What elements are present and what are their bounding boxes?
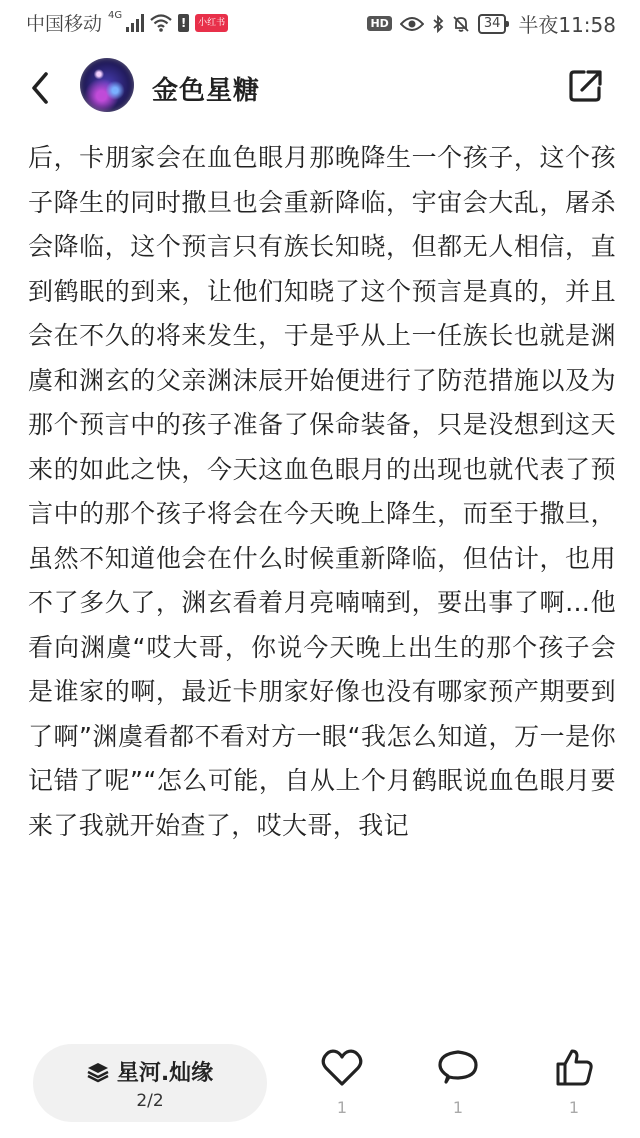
mute-bell-icon	[452, 15, 470, 33]
thumbs-up-button[interactable]	[544, 1046, 604, 1117]
comment-button[interactable]	[428, 1046, 488, 1117]
like-count: 1	[336, 1098, 348, 1117]
network-type: 4G	[108, 10, 123, 21]
battery-icon: 34	[478, 14, 507, 34]
clock: 半夜11:58	[518, 13, 616, 37]
collection-title: 星河.灿缘	[116, 1061, 214, 1086]
bottom-action-bar	[0, 1026, 640, 1138]
hd-icon: HD	[367, 16, 391, 31]
author-avatar[interactable]	[80, 58, 134, 112]
eye-icon	[400, 16, 424, 32]
collection-title-row	[33, 1056, 267, 1087]
carrier-label: 中国移动	[26, 13, 103, 35]
page-indicator: 2/2	[136, 1091, 164, 1111]
thumbs-up-icon	[552, 1046, 596, 1090]
note-body	[28, 136, 616, 1026]
status-left	[26, 9, 228, 36]
app-badge-icon: 小红书	[195, 14, 228, 32]
like-button[interactable]	[312, 1046, 372, 1117]
comment-count: 1	[452, 1098, 464, 1117]
wifi-icon	[150, 14, 172, 32]
collection-pill[interactable]	[33, 1044, 267, 1122]
bluetooth-icon	[432, 15, 444, 33]
status-bar	[0, 0, 640, 44]
author-name[interactable]: 金色星糖	[152, 76, 261, 106]
comment-bubble-icon	[436, 1046, 480, 1090]
heart-icon	[320, 1046, 364, 1090]
layers-icon	[87, 1061, 109, 1083]
alert-icon: !	[178, 14, 189, 32]
back-arrow-icon[interactable]	[24, 66, 60, 110]
note-header	[0, 52, 640, 128]
status-right	[367, 9, 616, 38]
signal-icon	[126, 14, 144, 32]
note-text: 后，卡朋家会在血色眼月那晚降生一个孩子，这个孩子降生的同时撒旦也会重新降临，宇宙会大乱，屠杀会降临，这个预言只有族长知晓，但都无人相信，直到鹤眠的到来，让他们知晓了这个预言是真的，并且会在不久的将来发生，于是乎从上一任族长也就是渊虞和渊玄的父亲渊沫辰开始便进行了防范措施以及为那个预言中的孩子准备了保命装备，只是没想到这天来的如此之快，今天这血色眼月的出现也就代表了预言中的那个孩子将会在今天晚上降生，而至于撒旦，虽然不知道他会在什么时候重新降临，但估计，也用不了多久了，渊玄看着月亮喃喃到，要出事了啊…他看向渊虞“哎大哥，你说今天晚上出生的那个孩子会是谁家的啊，最近卡朋家好像也没有哪家预产期要到了啊”渊虞看都不看对方一眼“我怎么知道，万一是你记错了呢”“怎么可能，自从上个月鹤眠说血色眼月要来了我就开始查了，哎大哥，我记	[28, 143, 616, 840]
share-icon[interactable]	[568, 68, 604, 104]
thumbs-up-count: 1	[568, 1098, 580, 1117]
